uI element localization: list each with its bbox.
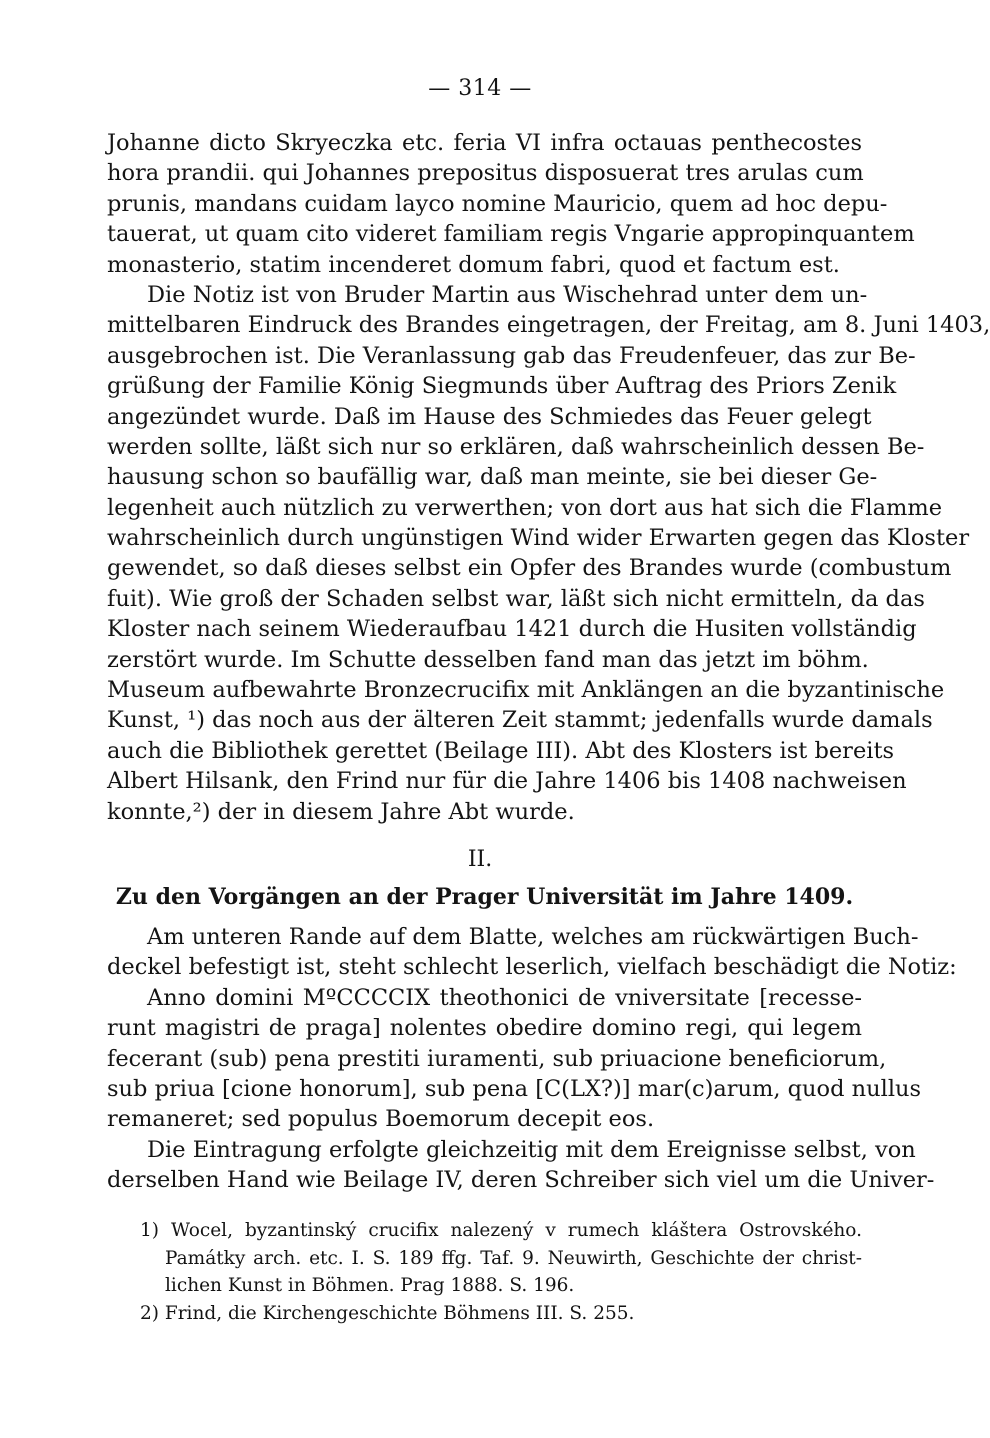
- text-line: Kunst, ¹) das noch aus der älteren Zeit stammt; jedenfalls wurde damals: [107, 707, 933, 734]
- text-line: Johanne dicto Skryeczka etc. feria VI infra octauas penthecostes: [107, 130, 862, 156]
- text-line: Albert Hilsank, den Frind nur für die Jahre 1406 bis 1408 nachweisen: [107, 768, 907, 795]
- footnote-line: 1) Wocel, byzantinský crucifix nalezený v rumech kláštera Ostrovského.: [140, 1220, 862, 1241]
- text-line: grüßung der Familie König Siegmunds über Auftrag des Priors Zenik: [107, 373, 897, 400]
- footnote-line: lichen Kunst in Böhmen. Prag 1888. S. 196.: [165, 1275, 575, 1296]
- text-line: Die Notiz ist von Bruder Martin aus Wischehrad unter dem un-: [147, 281, 868, 308]
- text-line: sub priua [cione honorum], sub pena [C(LX?)] mar(c)arum, quod nullus: [107, 1075, 922, 1102]
- text-line: fecerant (sub) pena prestiti iuramenti, sub priuacione beneficiorum,: [107, 1045, 887, 1072]
- text-line: auch die Bibliothek gerettet (Beilage III). Abt des Klosters ist bereits: [107, 737, 895, 764]
- page-number: — 314 —: [428, 76, 532, 101]
- text-line: deckel befestigt ist, steht schlecht leserlich, vielfach beschädigt die Notiz:: [107, 954, 957, 981]
- text-line: fuit). Wie groß der Schaden selbst war, läßt sich nicht ermitteln, da das: [107, 585, 925, 612]
- text-line: legenheit auch nützlich zu verwerthen; von dort aus hat sich die Flamme: [107, 494, 943, 521]
- text-line: remaneret; sed populus Boemorum decepit eos.: [107, 1106, 655, 1133]
- text-line: derselben Hand wie Beilage IV, deren Schreiber sich viel um die Univer-: [107, 1167, 935, 1194]
- section-heading: Zu den Vorgängen an der Prager Universität im Jahre 1409.: [115, 884, 854, 910]
- text-line: hausung schon so baufällig war, daß man meinte, sie bei dieser Ge-: [107, 464, 878, 491]
- text-line: tauerat, ut quam cito videret familiam regis Vngarie appropinquantem: [107, 221, 915, 248]
- text-line: konnte,²) der in diesem Jahre Abt wurde.: [107, 798, 575, 825]
- section-number: II.: [467, 847, 493, 872]
- text-line: ausgebrochen ist. Die Veranlassung gab das Freudenfeuer, das zur Be-: [107, 342, 916, 369]
- text-line: angezündet wurde. Daß im Hause des Schmiedes das Feuer gelegt: [107, 403, 872, 430]
- text-line: wahrscheinlich durch ungünstigen Wind wider Erwarten gegen das Kloster: [107, 525, 970, 552]
- text-line: prunis, mandans cuidam layco nomine Mauricio, quem ad hoc depu-: [107, 190, 888, 217]
- text-line: mittelbaren Eindruck des Brandes eingetragen, der Freitag, am 8. Juni 1403,: [107, 312, 990, 339]
- text-line: Museum aufbewahrte Bronzecrucifix mit Anklängen an die byzantinische: [107, 677, 945, 704]
- text-line: zerstört wurde. Im Schutte desselben fand man das jetzt im böhm.: [107, 646, 869, 673]
- text-line: gewendet, so daß dieses selbst ein Opfer des Brandes wurde (combustum: [107, 555, 952, 582]
- text-line: werden sollte, läßt sich nur so erklären, daß wahrscheinlich dessen Be-: [107, 433, 925, 460]
- text-line: Die Eintragung erfolgte gleichzeitig mit dem Ereignisse selbst, von: [147, 1136, 916, 1163]
- text-line: Am unteren Rande auf dem Blatte, welches am rückwärtigen Buch-: [147, 924, 919, 950]
- text-line: hora prandii. qui Johannes prepositus disposuerat tres arulas cum: [107, 160, 864, 187]
- text-line: monasterio, statim incenderet domum fabri, quod et factum est.: [107, 251, 840, 278]
- bottom-paragraph: [107, 922, 957, 1196]
- top-paragraph: [107, 128, 990, 827]
- text-line: runt magistri de praga] nolentes obedire domino regi, qui legem: [107, 1015, 862, 1042]
- text-line: Anno domini MºCCCCIX theothonici de vniversitate [recesse-: [147, 984, 862, 1011]
- text-line: Kloster nach seinem Wiederaufbau 1421 durch die Husiten vollständig: [107, 616, 917, 643]
- footnote-line: 2) Frind, die Kirchengeschichte Böhmens III. S. 255.: [140, 1302, 635, 1324]
- footnotes: [140, 1217, 862, 1327]
- footnote-line: Památky arch. etc. I. S. 189 ffg. Taf. 9. Neuwirth, Geschichte der christ-: [165, 1247, 862, 1269]
